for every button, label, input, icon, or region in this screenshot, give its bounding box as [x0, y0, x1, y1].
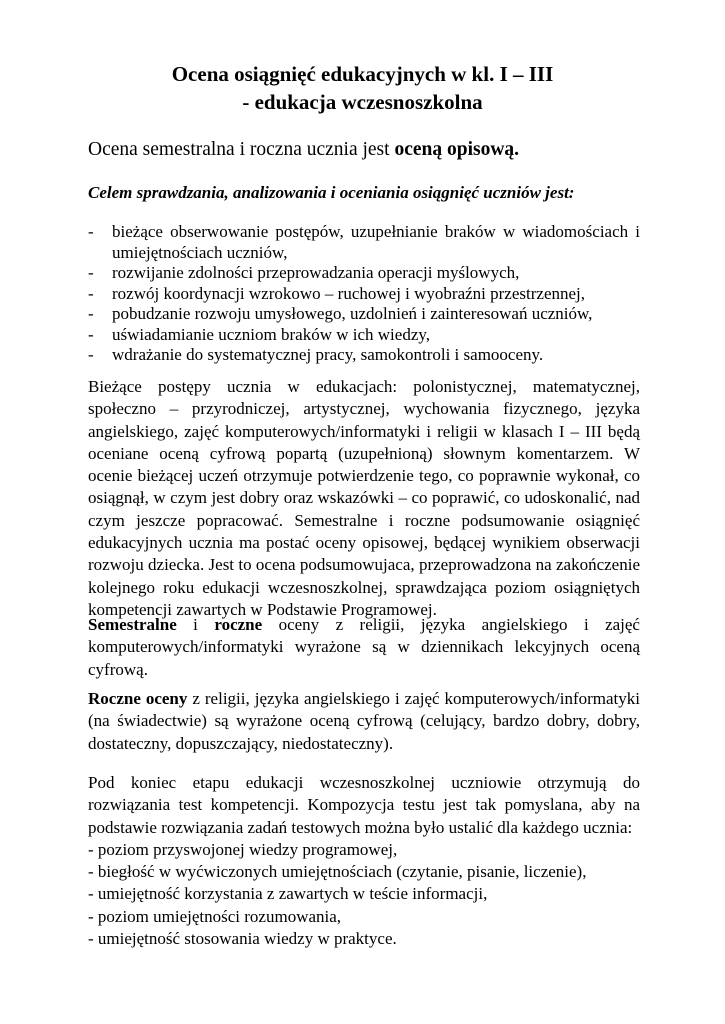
document-subtitle: - edukacja wczesnoszkolna [242, 90, 483, 114]
document-title: Ocena osiągnięć edukacyjnych w kl. I – III [171, 62, 554, 86]
aims-list [88, 222, 640, 366]
paragraph-competence-test [88, 772, 640, 950]
list-item: - poziom przyswojonej wiedzy programowej, [88, 839, 398, 859]
aims-heading: Celem sprawdzania, analizowania i oceniania osiągnięć uczniów jest: [88, 183, 575, 202]
paragraph-annual-grades: Roczne oceny z religii, języka angielskiego i zajęć komputerowych/informatyki (na świadectwie) są wyrażone oceną cyfrową (celujący, bardzo dobry, dobry, dostateczny, dopuszczający, niedostateczny). [88, 689, 640, 753]
list-item: - umiejętność stosowania wiedzy w praktyce. [88, 929, 397, 949]
list-item: - biegłość w wyćwiczonych umiejętnościach (czytanie, pisanie, liczenie), [88, 862, 587, 882]
test-intro: Pod koniec etapu edukacji wczesnoszkolnej uczniowie otrzymują do rozwiązania test kompetencji. Kompozycja testu jest tak pomyslana, aby na podstawie rozwiązania zadań testowych można było ustalić dla każdego ucznia: [88, 773, 640, 837]
list-item: - bieżące obserwowanie postępów, uzupełnianie braków w wiadomościach i umiejętnościach uczniów, [88, 222, 640, 262]
list-item: - wdrażanie do systematycznej pracy, samokontroli i samooceny. [88, 345, 544, 364]
paragraph-semester-grades: Semestralne i roczne oceny z religii, języka angielskiego i zajęć komputerowych/informatyki wyrażone są w dziennikach lekcyjnych oceną cyfrową. [88, 615, 640, 679]
intro-sentence [88, 137, 519, 163]
list-item: - rozwój koordynacji wzrokowo – ruchowej i wyobraźni przestrzennej, [88, 283, 586, 303]
list-item: - rozwijanie zdolności przeprowadzania operacji myślowych, [88, 263, 520, 282]
list-item: - uświadamianie uczniom braków w ich wiedzy, [88, 324, 431, 344]
intro-text: Ocena semestralna i roczna ucznia jest [88, 139, 395, 160]
list-item: - umiejętność korzystania z zawartych w teście informacji, [88, 884, 488, 904]
paragraph-current-progress: Bieżące postępy ucznia w edukacjach: polonistycznej, matematycznej, społeczno – przyrodniczej, artystycznej, wychowania fizycznego, języka angielskiego, zajęć komputerowych/informatyki i religii w klasach I – III będą oceniane oceną cyfrową popartą (uzupełnioną) słownym komentarzem. W ocenie bieżącej uczeń otrzymuje potwierdzenie tego, co poprawnie wykonał, co osiągnął, w czym jest dobry oraz wskazówki – co poprawić, co udoskonalić, nad czym jeszcze popracować. Semestralne i roczne podsumowanie osiągnięć edukacyjnych ucznia ma postać oceny opisowej, będącej wynikiem obserwacji rozwoju dziecka. Jest to ocena podsumowujaca, przeprowadzona na zakończenie kolejnego roku edukacji wczesnoszkolnej, sprawdzająca poziom osiągniętych kompetencji zawartych w Podstawie Programowej. [88, 377, 640, 619]
list-item: - pobudzanie rozwoju umysłowego, uzdolnień i zainteresowań uczniów, [88, 304, 593, 323]
intro-bold: oceną opisową. [394, 139, 520, 160]
list-item: - poziom umiejętności rozumowania, [88, 906, 342, 926]
